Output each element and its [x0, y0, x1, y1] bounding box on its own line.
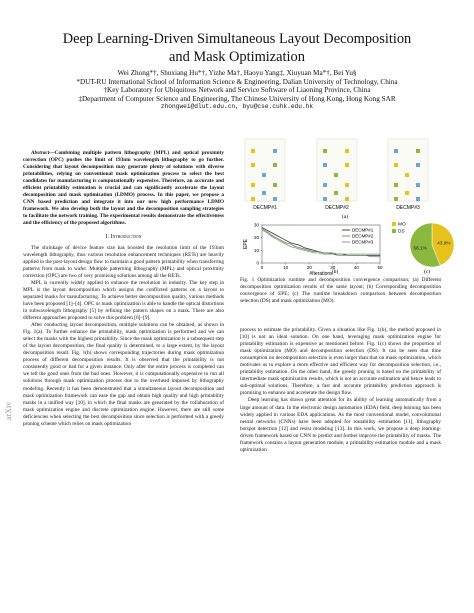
pattern-square: [273, 183, 277, 187]
affiliation-3: ‡Department of Computer Science and Engineering, The Chinese University of Hong Kong, Hong Kong SAR: [78, 94, 396, 103]
pattern-square: [334, 191, 338, 195]
decomp-panel-1: [245, 139, 285, 201]
pattern-square: [273, 163, 277, 167]
arxiv-id: arXiv: [4, 401, 13, 420]
pattern-square: [394, 163, 398, 167]
x-tick-label: 50: [377, 265, 383, 270]
affiliation-2: †Key Laboratory for Ubiquitous Network and Service Software of Liaoning Province, China: [103, 86, 371, 95]
y-tick-label: 20: [253, 235, 259, 241]
pattern-square: [251, 149, 255, 153]
epe-line-chart: [243, 223, 383, 276]
intro-paragraph-3: After conducting layout decomposition, multiple solutions can be obtained, as shown in Fig. 1(a). To further enhance the printability, mask optimization is performed and we can select the masks with the highest printability. Since the mask optimization is a subsequent step of the layout decomposition, the final quality is determined, to a large extent, by the layout decomposition result. Fig. 1(b) shows corresponding trajectories during mask optimization process of different decomposition results. It is observed that the printability is not consistently good or bad for a given instance. Only after the entire process is completed can we tell the good ones from the bad ones. However, it is computationally expensive to run all solutions through mask optimization process due to the overhead imposed by lithography modeling. Recently it has been demonstrated that a simultaneous layout decomposition and mask optimization framework can ease the gap and obtain high quality and high printability masks in a unified way [10], in which the final masks are generated by the collaboration of mask optimization engine and discrete optimization engine. However, there are still some deficiencies when selecting the best decomposition since selection is performed with a greedy pruning scheme which relies on mask optimization: [23, 322, 224, 427]
pattern-square: [323, 163, 327, 167]
author-emails: zhongwei@dlut.edu.cn, byu@cse.cuhk.edu.hk: [160, 103, 314, 111]
figure-1-graphic: [240, 137, 460, 275]
pattern-square: [251, 197, 255, 201]
pattern-square: [416, 183, 420, 187]
paper-title: [20, 30, 454, 66]
pattern-square: [323, 149, 327, 153]
pattern-square: [416, 197, 420, 201]
pattern-square: [273, 149, 277, 153]
runtime-pie-chart: [392, 222, 454, 267]
decomp-panel-3: [388, 139, 428, 201]
left-column: [23, 150, 224, 428]
pattern-square: [262, 173, 266, 177]
abstract-text: —Combining multiple pattern lithography (MPL) and optical proximity correction (OPC) pushes the limit of 193nm wavelength lithography to go further. Considering that layout decomposition may generate plenty of solutions with diverse printabilities, relying on conventional mask optimization process to select the best candidates for manufacturing is computationally expensive. Therefore, an accurate and efficient printability estimation is crucial and can significantly accelerate the layout decomposition and mask optimization (LDMO) process. In this paper, we propose a CNN based prediction and integrate it into our new high performance LDMO framework. We also develop both the layout and the decomposition sampling strategies to facilitate the network training. The experimental results demonstrate the effectiveness and the efficiency of the proposed algorithms.: [23, 150, 224, 227]
author-names: Wei Zhong*†, Shuxiang Hu*†, Yizhe Ma†, Haoyu Yang‡, Xiuyuan Ma*†, Bei Yu§: [117, 69, 357, 77]
intro-paragraph-1: The shrinkage of device feature size has boosted the resolution limit of the 193nm wavelength lithography, thus various resolution enhancement techniques (RETs) are heavily applied in the post-layout design flow to maintain a good pattern printability when transferring patterns from mask to wafer. Multiple patterning lithography (MPL) and optical proximity correction (OPC) are two of very promising solutions among all the RETs.: [23, 244, 224, 279]
y-tick-label: 30: [253, 222, 259, 228]
pattern-square: [273, 197, 277, 201]
arxiv-sidebar: [4, 180, 16, 430]
pattern-square: [323, 183, 327, 187]
pie-slice-label: 56.1%: [413, 246, 427, 252]
abstract: [23, 150, 224, 228]
figure-label-c: (c): [423, 269, 431, 275]
pie-legend-label: MO: [398, 222, 406, 228]
legend-label: DECMP#2: [352, 233, 374, 239]
pattern-square: [394, 183, 398, 187]
figure-1: [240, 137, 460, 275]
pie-legend-swatch: [392, 222, 396, 226]
pattern-square: [405, 173, 409, 177]
legend-label: DECMP#1: [352, 227, 374, 233]
affiliation-1: *DUT-RU International School of Information Science & Engineering, Dalian University of Technology, China: [76, 77, 398, 86]
figure-1-caption: Fig. 1 Optimization runtime and decomposition convergence comparison; (a) Different decomposition optimization results of the same layout; (b) Corresponding decomposition convergence of EPE; (c) The runtime breakdown comparison between decomposition selection (DS) and mask optimization (MO).: [240, 277, 441, 305]
title-line-1: Deep Learning-Driven Simultaneous Layout Decomposition: [62, 31, 412, 47]
figure-label-b: (b): [331, 269, 339, 275]
y-axis-label: EPE: [243, 238, 249, 250]
decomp-panel-2: [317, 139, 357, 201]
y-tick-label: 0: [256, 260, 259, 266]
right-paragraph-1: process to estimate the printability. Given a situation like Fig. 1(b), the method proposed in [10] is not an ideal solution. On one hand, leveraging mask optimization engine for printability estimation is expensive as mentioned before. Fig. 1(c) shows the proportion of mask optimization (MO) and decomposition selection (DS). It can be seen that time consumption on decomposition selection is even larger than that on mask optimization, which motivates us to explore a more effective and efficient way for decomposition selection, i.e., printability estimation. On the other hand, the greedy pruning is based on the printability of intermediate mask optimization results, which is not an accurate estimation and hence leads to sub-optimal solutions. Therefore, a fast and accurate printability prediction approach is promising to enhance and accelerate the design flow.: [240, 327, 441, 397]
section-heading-introduction: I. Introduction: [105, 233, 142, 240]
pattern-square: [345, 197, 349, 201]
x-tick-label: 40: [353, 265, 359, 270]
pie-legend-swatch: [392, 229, 396, 233]
pattern-square: [405, 191, 409, 195]
x-tick-label: 10: [283, 265, 289, 270]
x-tick-label: 0: [260, 265, 264, 270]
figure-label-a: (a): [341, 214, 349, 220]
legend-label: DECMP#3: [352, 239, 374, 245]
pattern-square: [416, 149, 420, 153]
pattern-square: [262, 191, 266, 195]
y-tick-label: 10: [253, 247, 259, 253]
pie-slice-label: 43.9%: [437, 241, 451, 247]
pattern-square: [334, 173, 338, 177]
title-line-2: and Mask Optimization: [169, 49, 305, 65]
pattern-square: [251, 163, 255, 167]
author-block: [20, 69, 454, 112]
abstract-label: Abstract: [31, 150, 50, 156]
decmp1-label: DECMP#1: [253, 205, 277, 211]
right-paragraph-2: Deep learning has drawn great attention for its ability of learning automatically from a large amount of data. In the electronic design automation (EDA) field, deep learning has been widely applied in various EDA applications. As the most conventional model, convolutional neural networks (CNNs) have been adopted for routability estimation [11], lithography hotspot detection [12] and resist modeling [13]. In this work, we propose a deep learning-driven framework based on CNN to predict and further improve the printability of masks. The framework contains a layout generation module, a printability estimation module and a mask optimization: [240, 397, 441, 453]
decmp2-label: DECMP#2: [325, 205, 349, 211]
decmp3-label: DECMP#3: [396, 205, 420, 211]
pattern-square: [394, 197, 398, 201]
intro-paragraph-2: MPL is currently widely applied to enhance the resolution in industry. The key step in MPL is the layout decomposition which assigns the conflicted patterns on a layout to separated masks for manufacturing. To achieve better decomposition quality, various methods have been proposed [1]–[4]. OPC or mask optimization is able to handle the optical distortions in subwavelength lithography [5] by refining the pattern shapes on a mask. There are also different approaches proposed to solve this problem [6]–[9].: [23, 279, 224, 322]
pattern-square: [345, 163, 349, 167]
pattern-square: [345, 149, 349, 153]
pattern-square: [251, 183, 255, 187]
pie-legend-label: DS: [398, 229, 405, 235]
decomposition-panels: [245, 139, 428, 201]
right-column-text: [240, 327, 441, 454]
pattern-square: [345, 183, 349, 187]
pattern-square: [416, 163, 420, 167]
x-tick-label: 20: [306, 265, 312, 270]
pattern-square: [323, 197, 327, 201]
x-axis-label: #Iterations: [309, 271, 333, 275]
x-tick-label: 30: [330, 265, 336, 270]
pattern-square: [394, 149, 398, 153]
